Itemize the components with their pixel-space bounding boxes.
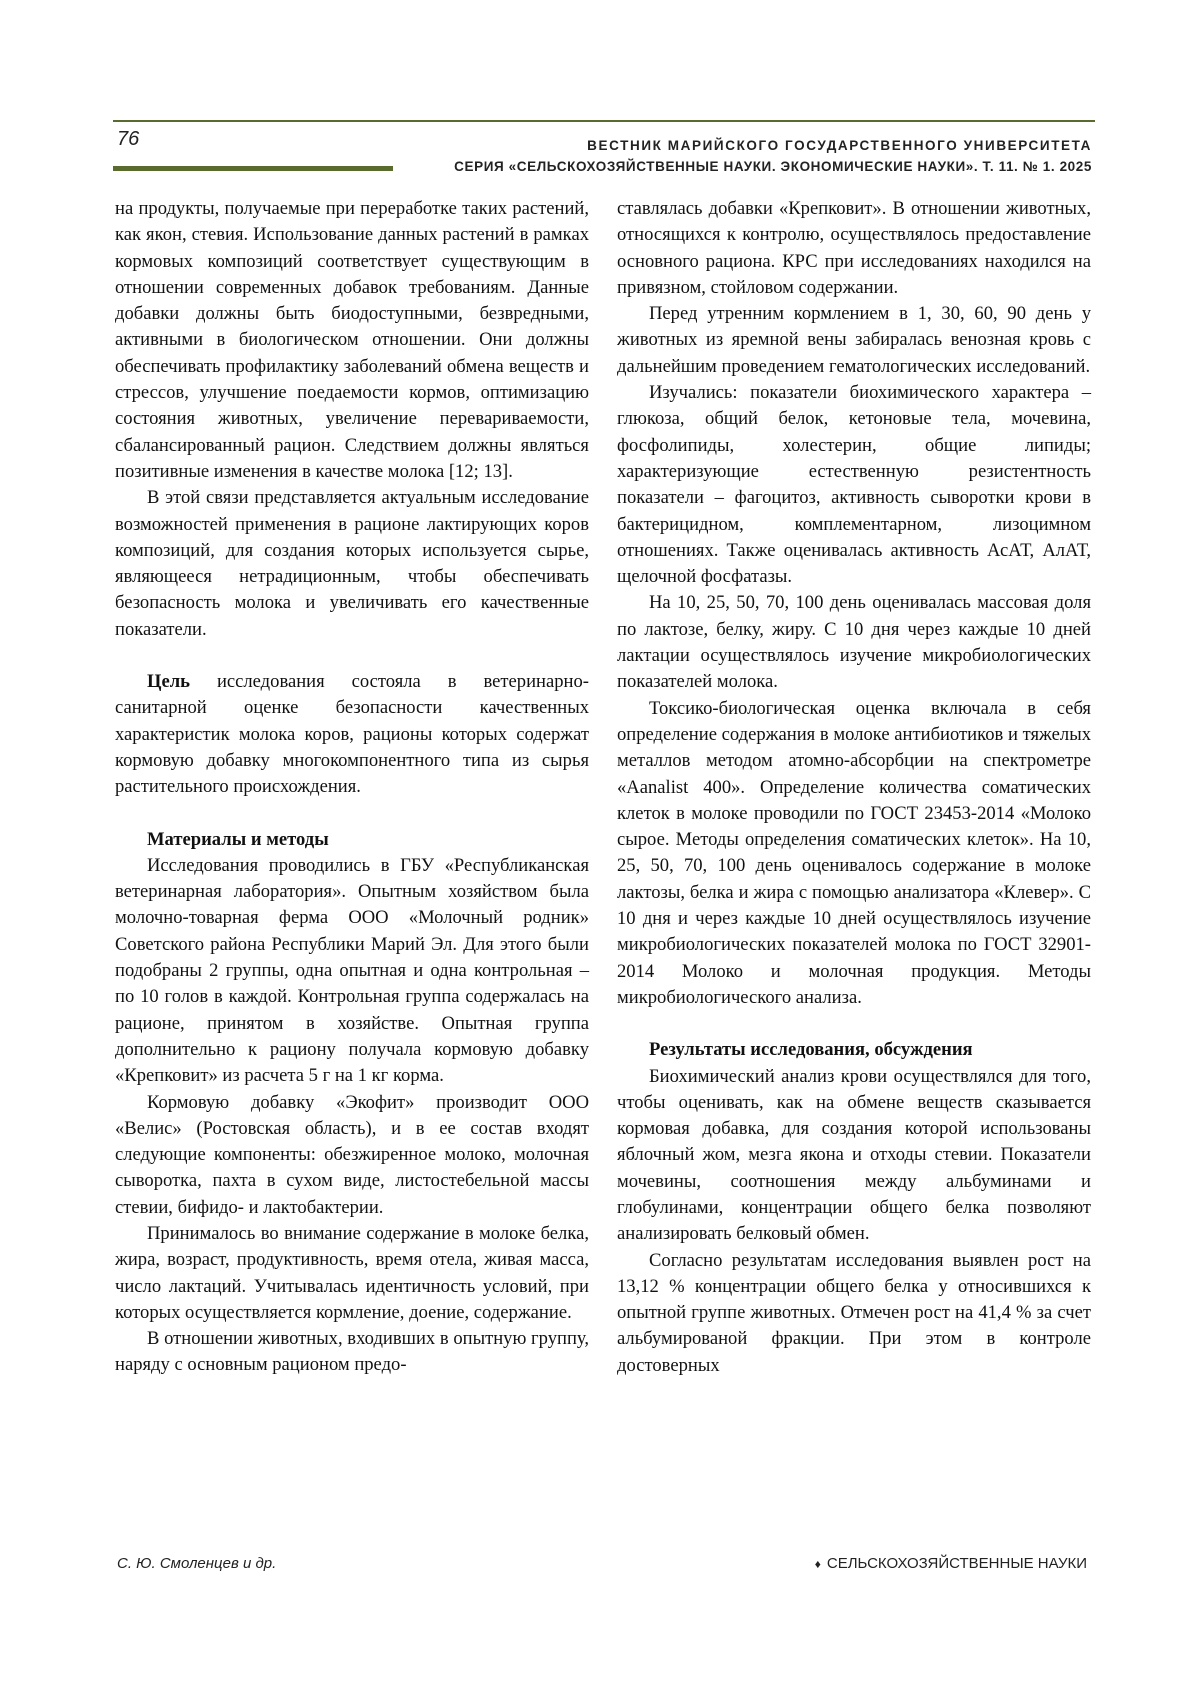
paragraph: Согласно результатам исследования выявлен рост на 13,12 % концентрации общего белка у относившихся к опытной группе животных. Отмечен рост на 41,4 % за счет альбумированой фракции. При этом в контроле достоверных bbox=[617, 1249, 1091, 1376]
goal-text: исследования состояла в ветеринарно-санитарной оценке безопасности качественных характеристик молока коров, рационы которых содержат кормовую добавку многокомпонентного типа из сырья растительного происхождения. bbox=[115, 671, 589, 798]
spacer bbox=[617, 1011, 1091, 1037]
paragraph: Перед утренним кормлением в 1, 30, 60, 90 день у животных из яремной вены забиралась венозная кровь с дальнейшим проведением гематологических исследований. bbox=[617, 303, 1091, 377]
paragraph: ставлялась добавки «Крепковит». В отношении животных, относящихся к контролю, осуществлялось предоставление основного рациона. КРС при исследованиях находился на привязном, стойловом содержании. bbox=[617, 198, 1091, 298]
diamond-icon: ♦ bbox=[814, 1557, 821, 1571]
paragraph-goal bbox=[115, 669, 589, 800]
goal-term: Цель bbox=[147, 671, 190, 693]
page-number: 76 bbox=[117, 128, 140, 150]
paragraph: на продукты, получаемые при переработке таких растений, как якон, стевия. Использование данных растений в рамках кормовых композиций соответствует существующим в отношении современных добавок требованиям. Данные добавки должны быть биодоступными, безвредными, активными в биологическом отношении. Они должны обеспечивать профилактику заболеваний обмена веществ и стрессов, улучшение поедаемости кормов, оптимизацию состояния животных, увеличение перевариваемости, сбалансированный рацион. Следствием должны являться позитивные изменения в качестве молока [12; 13]. bbox=[115, 198, 589, 482]
header-accent-line bbox=[113, 166, 393, 171]
spacer bbox=[115, 801, 589, 827]
paragraph: В этой связи представляется актуальным исследование возможностей применения в рационе лактирующих коров композиций, для создания которых используется сырье, являющееся нетрадиционным, чтобы обеспечивать безопасность молока и увеличивать его качественные показатели. bbox=[115, 487, 589, 640]
footer-authors: С. Ю. Смоленцев и др. bbox=[117, 1555, 277, 1572]
right-column bbox=[617, 196, 1091, 1379]
paragraph: Изучались: показатели биохимического характера – глюкоза, общий белок, кетоновые тела, мочевина, фосфолипиды, холестерин, общие липиды; характеризующие естественную резистентность показатели – фагоцитоз, активность сыворотки крови в бактерицидном, комплементарном, лизоцимном отношениях. Также оценивалась активность АсАТ, АлАТ, щелочной фосфатазы. bbox=[617, 382, 1091, 588]
paragraph: Кормовую добавку «Экофит» производит ООО «Велис» (Ростовская область), и в ее состав входят следующие компоненты: обезжиренное молоко, молочная сыворотка, пахта в сухом виде, листостебельной массы стевии, бифидо- и лактобактерии. bbox=[115, 1091, 589, 1218]
left-column bbox=[115, 196, 589, 1379]
paragraph: Исследования проводились в ГБУ «Республиканская ветеринарная лаборатория». Опытным хозяйством была молочно-товарная ферма ООО «Молочный родник» Советского района Республики Марий Эл. Для этого были подобраны 2 группы, одна опытная и одна контрольная – по 10 голов в каждой. Контрольная группа содержалась на рационе, принятом в хозяйстве. Опытная группа дополнительно к рациону получала кормовую добавку «Крепковит» из расчета 5 г на 1 кг корма. bbox=[115, 854, 589, 1087]
journal-title: ВЕСТНИК МАРИЙСКОГО ГОСУДАРСТВЕННОГО УНИВЕРСИТЕТА bbox=[587, 138, 1092, 153]
footer-section-label: СЕЛЬСКОХОЗЯЙСТВЕННЫЕ НАУКИ bbox=[826, 1555, 1087, 1572]
journal-series: СЕРИЯ «СЕЛЬСКОХОЗЯЙСТВЕННЫЕ НАУКИ. ЭКОНОМИЧЕСКИЕ НАУКИ». Т. 11. № 1. 2025 bbox=[454, 159, 1092, 174]
paragraph: Принималось во внимание содержание в молоке белка, жира, возраст, продуктивность, время отела, живая масса, число лактаций. Учитывалась идентичность условий, при которых осуществляется кормление, доение, содержание. bbox=[115, 1222, 589, 1323]
section-heading-methods: Материалы и методы bbox=[147, 828, 329, 850]
paragraph: Биохимический анализ крови осуществлялся для того, чтобы оценивать, как на обмене веществ сказывается кормовая добавка, для создания которой использованы яблочный жом, мезга якона и отходы стевии. Показатели мочевины, соотношения между альбуминами и глобулинами, концентрации общего белка позволяют анализировать белковый обмен. bbox=[617, 1065, 1091, 1245]
spacer bbox=[115, 643, 589, 669]
section-heading-results: Результаты исследования, обсуждения bbox=[649, 1039, 973, 1061]
header-rule bbox=[113, 120, 1095, 122]
paragraph: На 10, 25, 50, 70, 100 день оценивалась массовая доля по лактозе, белку, жиру. С 10 дня через каждые 10 дней лактации осуществлялось изучение микробиологических показателей молока. bbox=[617, 592, 1091, 693]
paragraph: Токсико-биологическая оценка включала в себя определение содержания в молоке антибиотиков и тяжелых металлов методом атомно-абсорбции на спектрометре «Aanalist 400». Определение количества соматических клеток в молоке проводили по ГОСТ 23453-2014 «Молоко сырое. Методы определения соматических клеток». На 10, 25, 50, 70, 100 день оценивалось содержание в молоке лактозы, белка и жира с помощью анализатора «Клевер». С 10 дня и через каждые 10 дней осуществлялось изучение микробиологических показателей молока по ГОСТ 32901-2014 Молоко и молочная продукция. Методы микробиологического анализа. bbox=[617, 697, 1091, 1008]
paragraph: В отношении животных, входивших в опытную группу, наряду с основным рационом предо- bbox=[115, 1328, 589, 1376]
footer-section bbox=[815, 1555, 1087, 1572]
